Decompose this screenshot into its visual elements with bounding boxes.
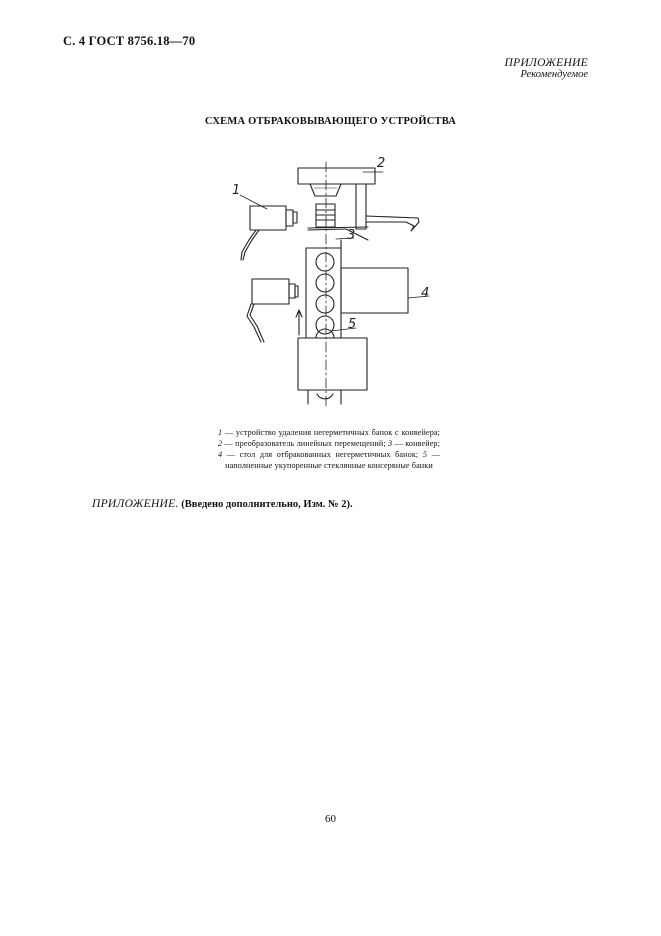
callout-4: 4 — [421, 286, 430, 301]
removal-device-upper — [241, 206, 297, 260]
conveyor — [306, 240, 341, 338]
caption-num-4: 4 — [218, 450, 223, 459]
figure-caption — [218, 427, 440, 471]
caption-num-1: 1 — [218, 428, 223, 437]
removal-device-lower — [247, 279, 298, 342]
amendment-label: ПРИЛОЖЕНИЕ. — [92, 498, 179, 510]
jar-under-sensor — [316, 204, 335, 227]
appendix-label — [505, 57, 588, 81]
caption-text-2: — преобразователь линейных перемещений; — [222, 439, 389, 448]
caption-num-5: 5 — [422, 450, 428, 459]
document-title: СХЕМА ОТБРАКОВЫВАЮЩЕГО УСТРОЙСТВА — [204, 116, 457, 127]
document-header: С. 4 ГОСТ 8756.18—70 — [63, 34, 196, 48]
amendment-text: (Введено дополнительно, Изм. № 2). — [178, 499, 353, 510]
jars — [316, 253, 334, 399]
appendix-subtitle: Рекомендуемое — [520, 69, 588, 80]
lower-block — [298, 338, 367, 390]
page-number: 60 — [325, 813, 336, 825]
rejection-device-diagram — [228, 148, 428, 415]
caption-text-3: — конвейер; — [392, 439, 440, 448]
callout-5: 5 — [348, 317, 357, 332]
callout-1: 1 — [232, 183, 241, 198]
caption-num-3: 3 — [388, 439, 393, 448]
caption-num-2: 2 — [218, 439, 223, 448]
caption-text-1: — устройство удаления негерметичных банок с конвейера; — [222, 428, 440, 437]
amendment-note — [92, 498, 353, 510]
callout-2: 2 — [377, 156, 386, 171]
callout-3: 3 — [347, 228, 356, 243]
direction-arrow — [296, 310, 302, 335]
caption-text-5: — наполненные укупоренные стеклянные консервные банки — [225, 450, 440, 470]
reject-table — [341, 268, 408, 313]
appendix-title: ПРИЛОЖЕНИЕ — [504, 57, 588, 69]
caption-text-4: — стол для отбракованных негерметичных банок; — [222, 450, 423, 459]
